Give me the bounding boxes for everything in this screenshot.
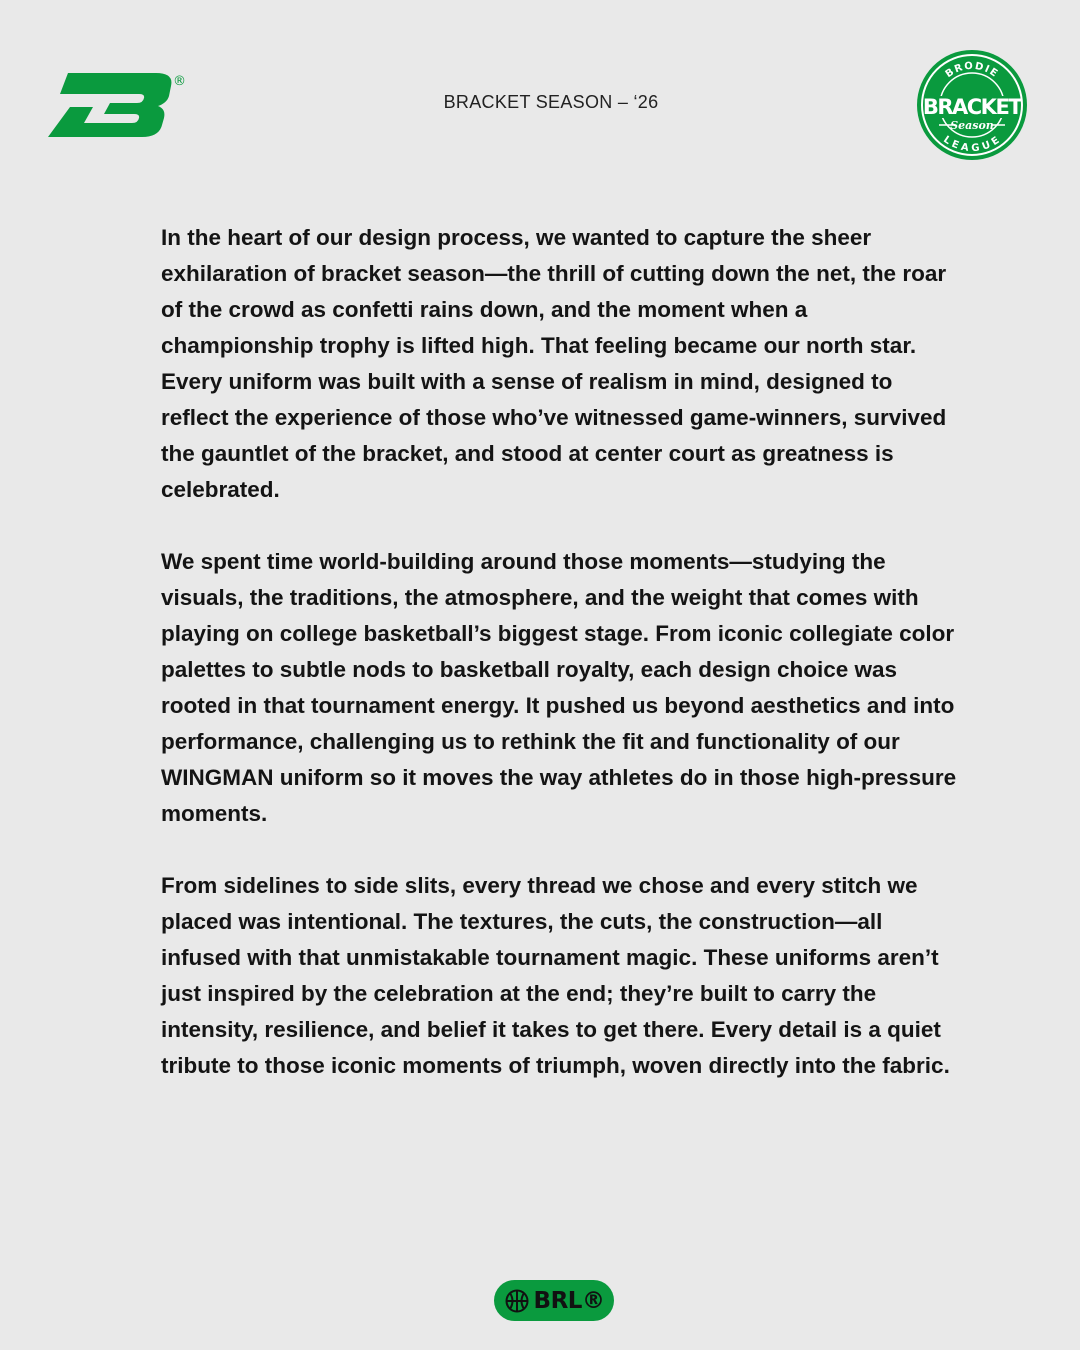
paragraph-1: In the heart of our design process, we wanted to capture the sheer exhilaration of bracket season—the thrill of cutting down the net, the roar of the crowd as confetti rains down, and the moment when a championship trophy is lifted high. That feeling became our north star. Every uniform was built with a sense of realism in mind, designed to reflect the experience of those who’ve witnessed game-winners, survived the gauntlet of the bracket, and stood at center court as greatness is celebrated. bbox=[161, 225, 947, 502]
body-copy bbox=[161, 220, 961, 1120]
bracket-season-badge bbox=[915, 48, 1029, 162]
badge-top-text: BRODIE bbox=[943, 60, 1001, 81]
paragraph-2: We spent time world-building around those moments—studying the visuals, the traditions, the atmosphere, and the weight that comes with playing on college basketball’s biggest stage. From iconic collegiate color palettes to subtle nods to basketball royalty, each design choice was rooted in that tournament energy. It pushed us beyond aesthetics and into performance, challenging us to rethink the fit and functionality of our WINGMAN uniform so it moves the way athletes do in those high-pressure moments. bbox=[161, 549, 957, 826]
footer-label: BRL® bbox=[533, 1287, 605, 1314]
badge-icon bbox=[915, 48, 1029, 162]
badge-script-text: Season bbox=[950, 119, 994, 132]
footer-brl-badge bbox=[494, 1280, 614, 1321]
badge-main-text: BRACKET bbox=[922, 95, 1022, 119]
registered-mark: ® bbox=[173, 74, 186, 89]
badge-bottom-text: LEAGUE bbox=[941, 134, 1003, 155]
paragraph-3: From sidelines to side slits, every thread we chose and every stitch we placed was intentional. The textures, the cuts, the construction—all infused with that unmistakable tournament magic. These uniforms aren’t just inspired by the celebration at the end; they’re built to carry the intensity, resilience, and belief it takes to get there. Every detail is a quiet tribute to those iconic moments of triumph, woven directly into the fabric. bbox=[161, 873, 950, 1078]
page-title: BRACKET SEASON – ‘26 bbox=[443, 92, 659, 112]
basketball-icon bbox=[504, 1288, 530, 1314]
